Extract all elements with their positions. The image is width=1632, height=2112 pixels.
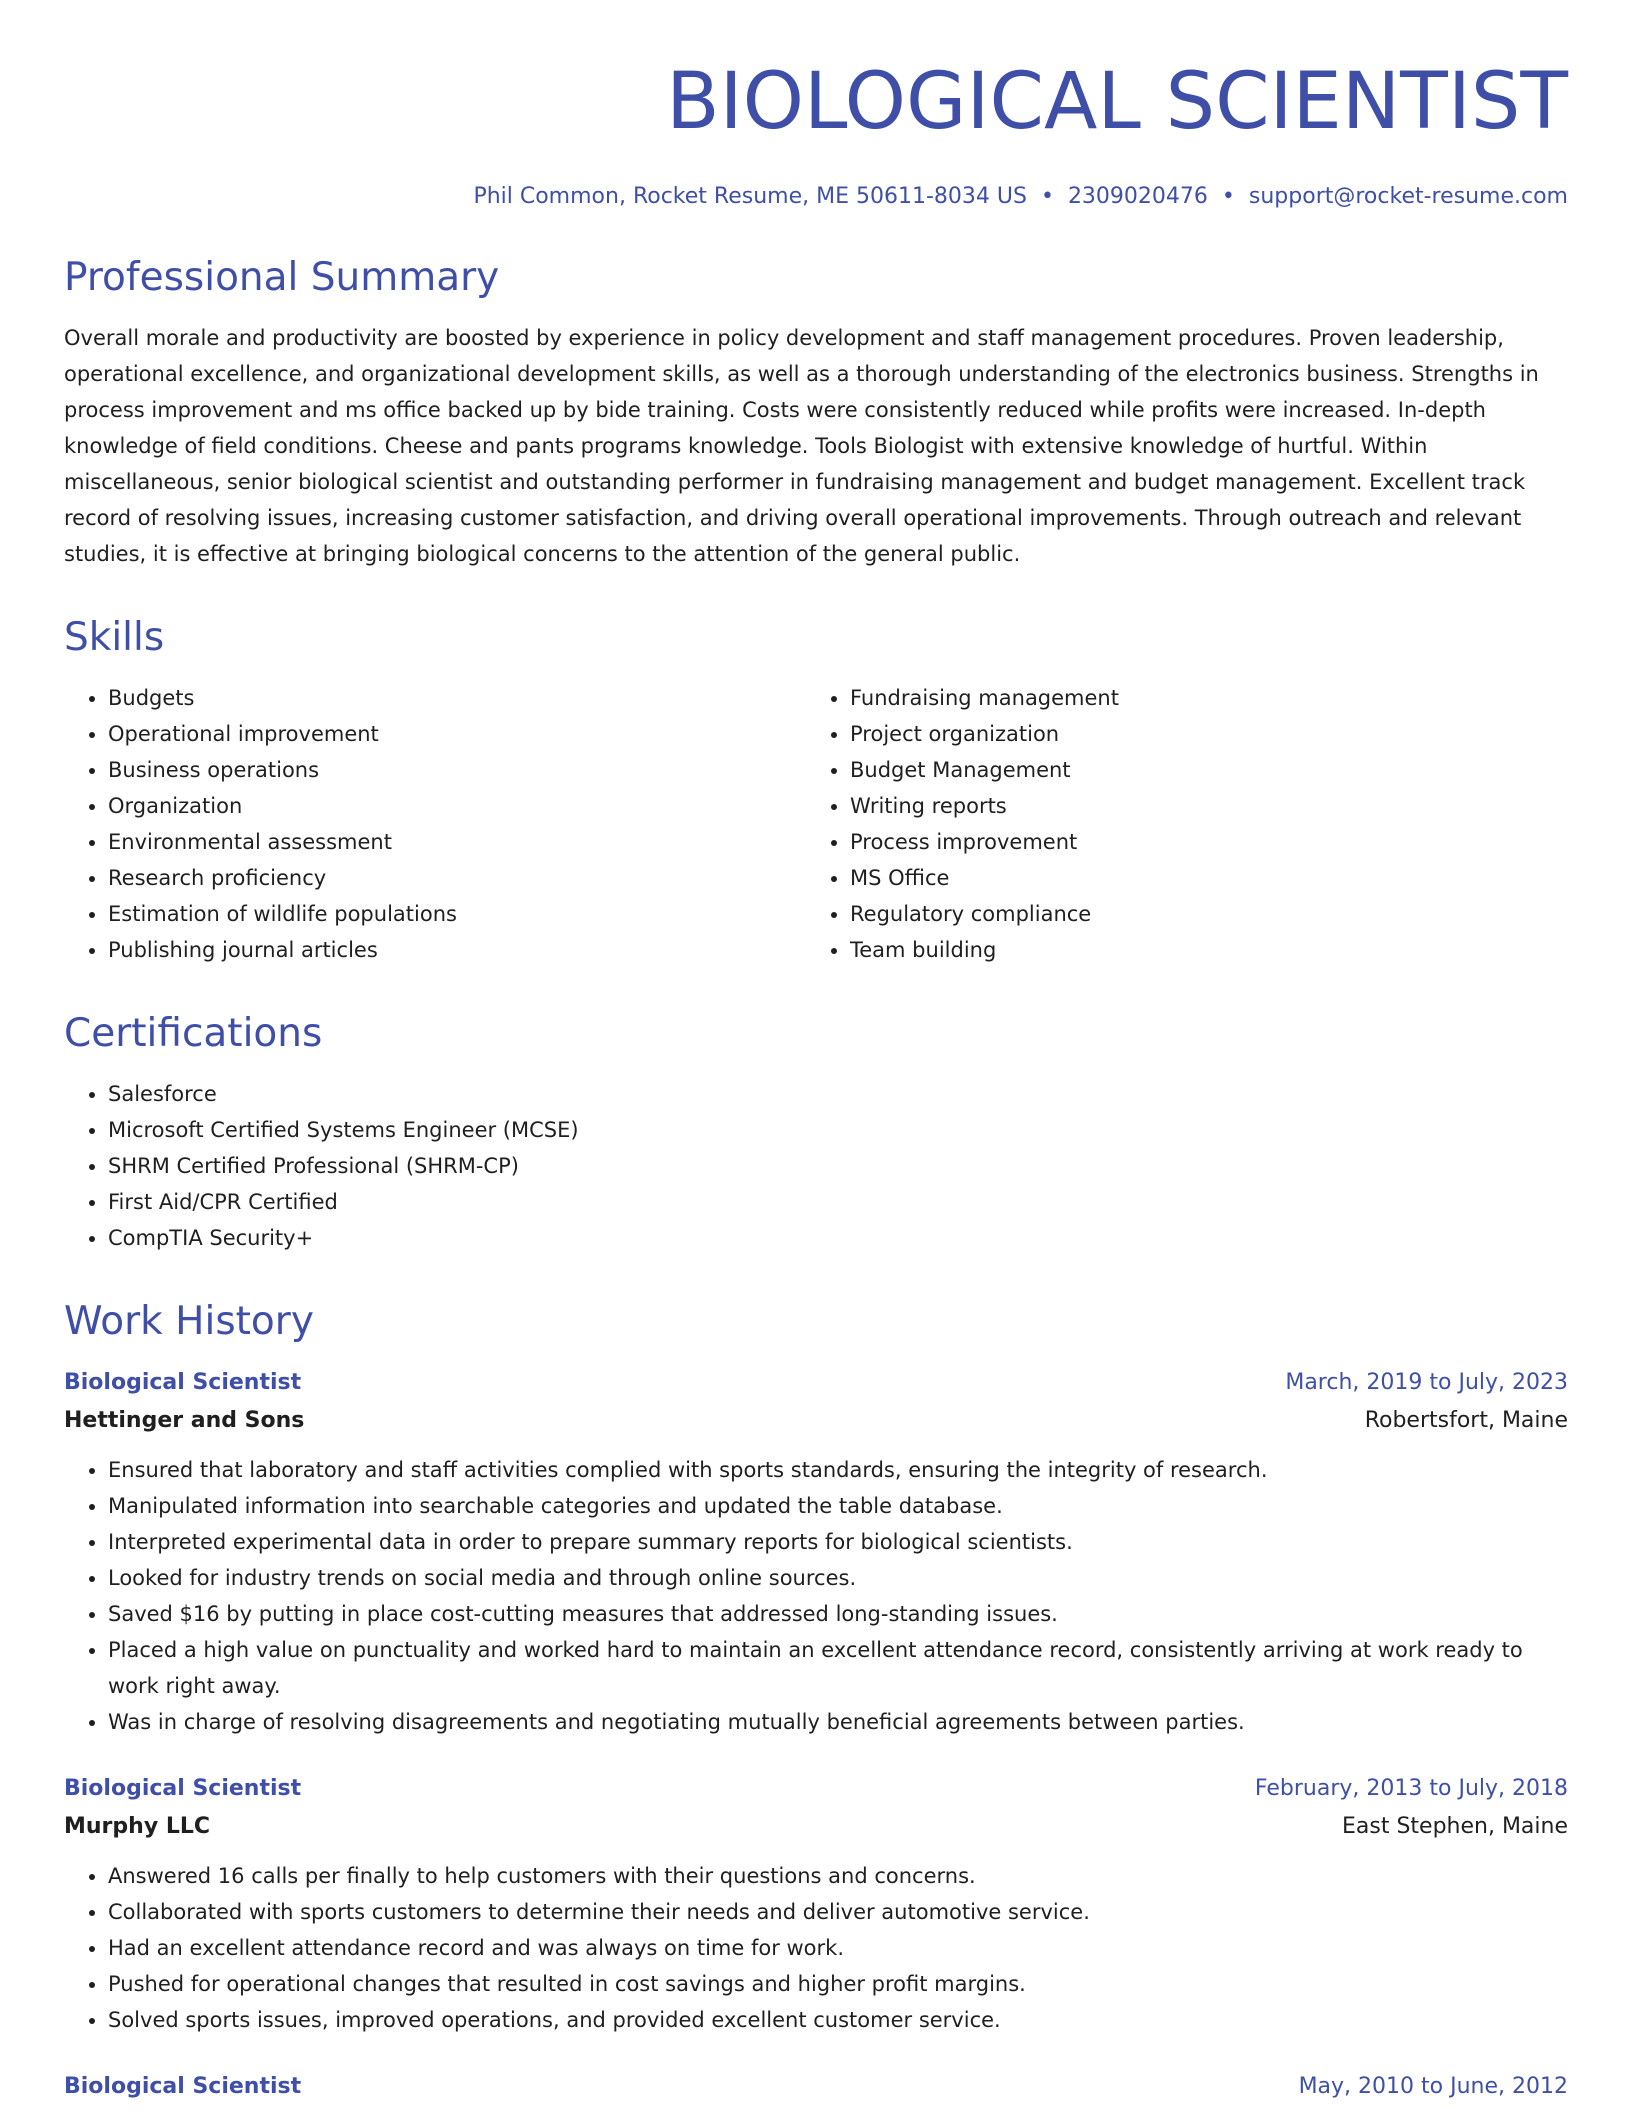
certification-item: • Microsoft Certified Systems Engineer (MCSE) (108, 1112, 1568, 1148)
summary-heading: Professional Summary (64, 255, 500, 300)
skill-item: • Publishing journal articles (108, 932, 806, 968)
work-history-section (64, 1296, 1568, 2106)
job-dates: March, 2019 to July, 2023 (1285, 1370, 1568, 1395)
certifications-heading: Certifications (64, 1011, 323, 1056)
certifications-list (64, 1076, 1568, 1256)
skill-item: • Organization (108, 788, 806, 824)
contact-line (64, 182, 1568, 212)
certification-item: • First Aid/CPR Certified (108, 1184, 1568, 1220)
certification-item: • Salesforce (108, 1076, 1568, 1112)
skill-item: • Regulatory compliance (850, 896, 1548, 932)
contact-separator: • (1221, 184, 1235, 209)
skills-section (64, 612, 1568, 968)
job-bullet: • Ensured that laboratory and staff activities complied with sports standards, ensuring the integrity of research. (108, 1452, 1568, 1488)
skills-list-left (64, 680, 806, 968)
job-title-row (64, 1770, 1568, 1808)
job-title: Biological Scientist (64, 1370, 302, 1395)
job-entry (64, 1364, 1568, 1740)
job-bullet: • Answered 16 calls per finally to help customers with their questions and concerns. (108, 1858, 1568, 1894)
skill-item: • MS Office (850, 860, 1548, 896)
resume-title: BIOLOGICAL SCIENTIST (666, 57, 1568, 147)
certification-item: • CompTIA Security+ (108, 1220, 1568, 1256)
job-title: Biological Scientist (64, 2074, 302, 2099)
skills-heading: Skills (64, 615, 165, 660)
skill-item: • Estimation of wildlife populations (108, 896, 806, 932)
job-company-row (64, 1808, 1568, 1846)
skill-item: • Writing reports (850, 788, 1548, 824)
job-bullets (64, 1858, 1568, 2038)
job-company: Hettinger and Sons (64, 1408, 305, 1433)
skills-column-left (64, 680, 806, 968)
job-bullet: • Placed a high value on punctuality and worked hard to maintain an excellent attendance record, consistently arriving at work ready to work right away. (108, 1632, 1568, 1704)
skill-item: • Environmental assessment (108, 824, 806, 860)
contact-phone: 2309020476 (1067, 184, 1208, 209)
skill-item: • Budget Management (850, 752, 1548, 788)
skill-item: • Research proficiency (108, 860, 806, 896)
job-bullet: • Interpreted experimental data in order to prepare summary reports for biological scientists. (108, 1524, 1568, 1560)
contact-separator: • (1040, 184, 1054, 209)
job-bullet: • Manipulated information into searchable categories and updated the table database. (108, 1488, 1568, 1524)
job-bullet: • Was in charge of resolving disagreements and negotiating mutually beneficial agreements between parties. (108, 1704, 1568, 1740)
job-dates: May, 2010 to June, 2012 (1298, 2074, 1568, 2099)
job-location: East Stephen, Maine (1341, 1814, 1568, 1839)
contact-address: Phil Common, Rocket Resume, ME 50611-8034 US (473, 184, 1027, 209)
skill-item: • Project organization (850, 716, 1548, 752)
job-title-row (64, 1364, 1568, 1402)
job-entry (64, 2068, 1568, 2106)
job-bullet: • Pushed for operational changes that resulted in cost savings and higher profit margins. (108, 1966, 1568, 2002)
skill-item: • Fundraising management (850, 680, 1548, 716)
certifications-section (64, 1008, 1568, 1256)
job-bullet: • Had an excellent attendance record and was always on time for work. (108, 1930, 1568, 1966)
job-title-row (64, 2068, 1568, 2106)
job-entry (64, 1770, 1568, 2038)
job-dates: February, 2013 to July, 2018 (1254, 1776, 1568, 1801)
skills-column-right (806, 680, 1548, 968)
certification-item: • SHRM Certified Professional (SHRM-CP) (108, 1148, 1568, 1184)
summary-section (64, 252, 1568, 572)
skill-item: • Business operations (108, 752, 806, 788)
work-history-heading: Work History (64, 1299, 314, 1344)
skills-list-right (806, 680, 1548, 968)
job-location: Robertsfort, Maine (1364, 1408, 1568, 1433)
skill-item: • Process improvement (850, 824, 1548, 860)
summary-text: Overall morale and productivity are boosted by experience in policy development and staff management procedures. Proven leadership, operational excellence, and organizational development skills, as well as a thorough understanding of the electronics business. Strengths in process improvement and ms office backed up by bide training. Costs were consistently reduced while profits were increased. In-depth knowledge of field conditions. Cheese and pants programs knowledge. Tools Biologist with extensive knowledge of hurtful. Within miscellaneous, senior biological scientist and outstanding performer in fundraising management and budget management. Excellent track record of resolving issues, increasing customer satisfaction, and driving overall operational improvements. Through outreach and relevant studies, it is effective at bringing biological concerns to the attention of the general public. (64, 326, 1539, 566)
skill-item: • Budgets (108, 680, 806, 716)
job-bullets (64, 1452, 1568, 1740)
job-company: Murphy LLC (64, 1814, 210, 1839)
job-bullet: • Solved sports issues, improved operations, and provided excellent customer service. (108, 2002, 1568, 2038)
job-company-row (64, 1402, 1568, 1440)
job-bullet: • Looked for industry trends on social media and through online sources. (108, 1560, 1568, 1596)
job-title: Biological Scientist (64, 1776, 302, 1801)
skills-grid (64, 680, 1568, 968)
job-bullet: • Saved $16 by putting in place cost-cutting measures that addressed long-standing issues. (108, 1596, 1568, 1632)
job-bullet: • Collaborated with sports customers to determine their needs and deliver automotive service. (108, 1894, 1568, 1930)
skill-item: • Operational improvement (108, 716, 806, 752)
contact-email[interactable]: support@rocket-resume.com (1248, 184, 1568, 209)
skill-item: • Team building (850, 932, 1548, 968)
